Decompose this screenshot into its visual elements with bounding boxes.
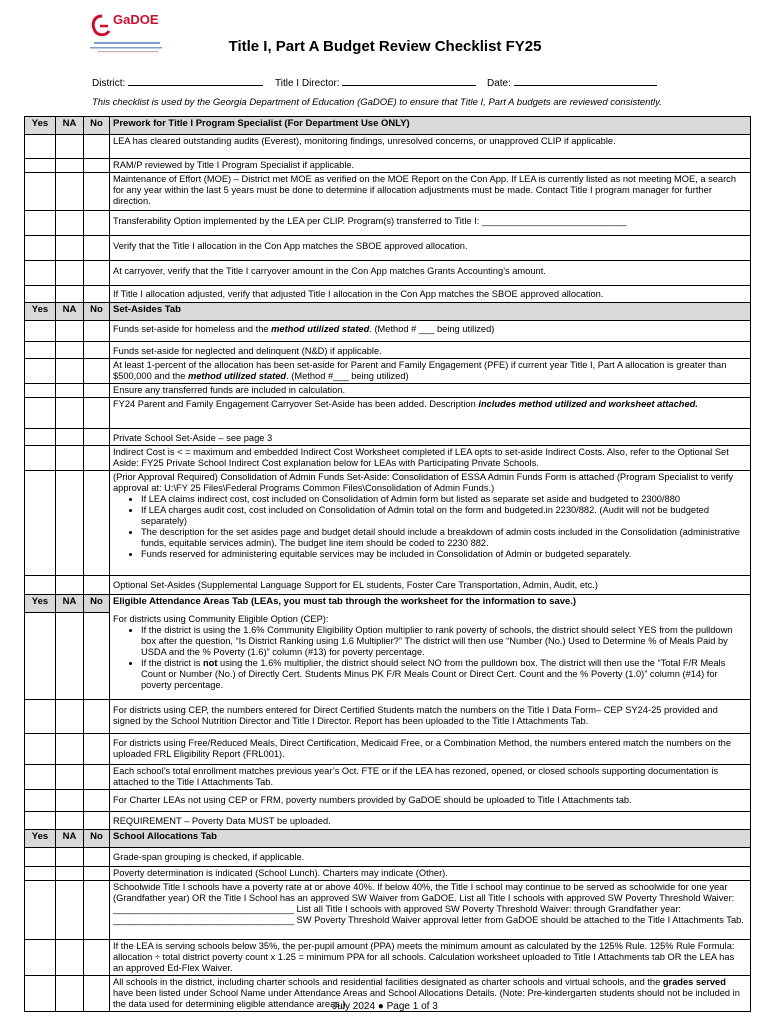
no-cell[interactable] xyxy=(84,429,110,446)
no-cell[interactable] xyxy=(84,236,110,261)
item-text: Transferability Option implemented by the LEA per CLIP. Program(s) transferred to Title I: ____________________________ xyxy=(110,211,751,236)
no-cell[interactable] xyxy=(84,359,110,384)
col-yes: Yes xyxy=(25,829,56,847)
item-text: Funds set-aside for neglected and delinquent (N&D) if applicable. xyxy=(110,342,751,359)
no-cell[interactable] xyxy=(84,613,110,700)
item-text: If Title I allocation adjusted, verify that adjusted Title I allocation in the Con App matches the SBOE approved allocation. xyxy=(110,286,751,303)
table-row xyxy=(25,866,751,880)
director-field[interactable] xyxy=(275,76,476,89)
district-field[interactable] xyxy=(92,76,263,89)
item-text xyxy=(110,471,751,576)
item-text: For Charter LEAs not using CEP or FRM, poverty numbers provided by GaDOE should be uploaded to Title I Attachments tab. xyxy=(110,789,751,811)
col-na: NA xyxy=(56,595,84,613)
no-cell[interactable] xyxy=(84,342,110,359)
section-header xyxy=(25,829,751,847)
yes-cell[interactable] xyxy=(25,236,56,261)
page-title: Title I, Part A Budget Review Checklist FY25 xyxy=(228,38,542,55)
yes-cell[interactable] xyxy=(25,359,56,384)
director-blank[interactable] xyxy=(342,76,476,86)
yes-cell[interactable] xyxy=(25,613,56,700)
text-emphasis: not xyxy=(203,657,218,668)
no-cell[interactable] xyxy=(84,446,110,471)
table-row xyxy=(25,384,751,398)
yes-cell[interactable] xyxy=(25,789,56,811)
na-cell[interactable] xyxy=(56,211,84,236)
item-text: RAM/P reviewed by Title I Program Specialist if applicable. xyxy=(110,159,751,173)
no-cell[interactable] xyxy=(84,398,110,429)
yes-cell[interactable] xyxy=(25,286,56,303)
yes-cell[interactable] xyxy=(25,211,56,236)
text-emphasis: grades served xyxy=(662,976,726,987)
item-text xyxy=(110,321,751,342)
date-label: Date: xyxy=(487,78,511,89)
yes-cell[interactable] xyxy=(25,939,56,975)
item-text: For districts using CEP, the numbers entered for Direct Certified Students match the numbers on the Title I Data Form– CEP SY24-25 provided and signed by the School Nutrition Director and Title I Director. Report has been uploaded to the Title I Attachments Tab. xyxy=(110,699,751,733)
yes-cell[interactable] xyxy=(25,733,56,764)
na-cell[interactable] xyxy=(56,236,84,261)
table-row xyxy=(25,236,751,261)
text-part: All schools in the district, including charter schools and residential facilities designated as charter schools and virtual schools, and the xyxy=(113,976,663,987)
na-cell[interactable] xyxy=(56,847,84,866)
item-text: Each school’s total enrollment matches previous year’s Oct. FTE or if the LEA has rezoned, opened, or closed schools supporting documentation is attached to the Title I Attachments Tab. xyxy=(110,764,751,789)
text-emphasis: method utilized stated xyxy=(271,324,370,334)
yes-cell[interactable] xyxy=(25,880,56,939)
text-part: have been listed under School Name under Attendance Areas and School Allocations Details. (Note: Pre-kindergarten students should not be included in the data used for determining eligible attendance areas.) xyxy=(113,987,740,1009)
na-cell[interactable] xyxy=(56,576,84,595)
table-row xyxy=(25,359,751,384)
na-cell[interactable] xyxy=(56,880,84,939)
logo-text: GaDOE xyxy=(113,12,159,27)
table-row xyxy=(25,286,751,303)
col-no: No xyxy=(84,829,110,847)
table-row xyxy=(25,342,751,359)
yes-cell[interactable] xyxy=(25,471,56,576)
item-text xyxy=(110,613,751,700)
table-row xyxy=(25,939,751,975)
yes-cell[interactable] xyxy=(25,135,56,159)
item-text: At carryover, verify that the Title I carryover amount in the Con App matches Grants Accounting’s amount. xyxy=(110,261,751,286)
page-footer: July 2024 ● Page 1 of 3 xyxy=(332,1001,438,1012)
list-item: • If the district is using the 1.6% Community Eligibility Option multiplier to rank poverty of schools, the district should select YES from the pulldown box after the question, “Is District Ranking using 1.6 Multiplier?” The district will then use “Number (No.) Used to Determine % of Meals Paid by USDA and the % Poverty (1.6)” column (#13) for poverty percentage. xyxy=(141,625,747,658)
date-blank[interactable] xyxy=(514,76,657,86)
table-row xyxy=(25,764,751,789)
table-row xyxy=(25,211,751,236)
text-part: FY24 Parent and Family Engagement Carryover Set-Aside has been added. Description xyxy=(113,399,479,409)
section-title: School Allocations Tab xyxy=(110,829,751,847)
director-label: Title I Director: xyxy=(275,78,340,89)
na-cell[interactable] xyxy=(56,342,84,359)
no-cell[interactable] xyxy=(84,866,110,880)
item-text: Schoolwide Title I schools have a poverty rate at or above 40%. If below 40%, the Title I school may continue to be served as schoolwide for one year (Grandfather year) OR the Title I School has an approved SW Waiver from GaDOE. List all Title I schools with approved SW Poverty Threshold Waiver: ___________________________________ List all Title I schools with approved SW Poverty Threshold Waiver: through Grandfather year: ___________________________________ SW Poverty Threshold Waiver approval letter from GaDOE should be attached to the Title I Attachments Tab. xyxy=(110,880,751,939)
na-cell[interactable] xyxy=(56,159,84,173)
yes-cell[interactable] xyxy=(25,446,56,471)
district-label: District: xyxy=(92,78,126,89)
date-field[interactable] xyxy=(487,76,657,89)
admin-consolidation-text: (Prior Approval Required) Consolidation of Admin Funds Set-Aside: Consolidation of ESSA Admin Funds Form is attached (Program Specialist to verify approval at: U:\FY 25 Files\Federal Programs Common Files\Consolidation of Admin Funds.) xyxy=(113,472,734,493)
col-na: NA xyxy=(56,303,84,321)
item-text: Maintenance of Effort (MOE) – District met MOE as verified on the MOE Report on the Con App. If LEA is currently listed as not meeting MOE, a search for any year within the last 5 years must be done to determine if allocation adjustments must be made. Contact Title I program manager for further direction. xyxy=(110,173,751,211)
yes-cell[interactable] xyxy=(25,576,56,595)
bullet-list xyxy=(113,494,747,560)
na-cell[interactable] xyxy=(56,359,84,384)
yes-cell[interactable] xyxy=(25,811,56,829)
col-yes: Yes xyxy=(25,117,56,135)
text-emphasis: includes method utilized and worksheet attached. xyxy=(478,399,698,409)
na-cell[interactable] xyxy=(56,789,84,811)
no-cell[interactable] xyxy=(84,764,110,789)
item-text xyxy=(110,359,751,384)
item-text: Poverty determination is indicated (School Lunch). Charters may indicate (Other). xyxy=(110,866,751,880)
na-cell[interactable] xyxy=(56,429,84,446)
no-cell[interactable] xyxy=(84,847,110,866)
table-row xyxy=(25,811,751,829)
table-row xyxy=(25,398,751,429)
text-part: . (Method # ___ being utilized) xyxy=(369,324,495,334)
cep-intro: For districts using Community Eligible Option (CEP): xyxy=(113,613,329,624)
no-cell[interactable] xyxy=(84,135,110,159)
yes-cell[interactable] xyxy=(25,159,56,173)
item-text: Private School Set-Aside – see page 3 xyxy=(110,429,751,446)
text-emphasis: method utilized stated xyxy=(187,371,287,381)
list-item: • Funds reserved for administering equitable services may be included in Consolidation of Admin or budgeted separately. xyxy=(141,549,747,560)
na-cell[interactable] xyxy=(56,398,84,429)
table-row xyxy=(25,135,751,159)
yes-cell[interactable] xyxy=(25,384,56,398)
col-no: No xyxy=(84,303,110,321)
yes-cell[interactable] xyxy=(25,261,56,286)
na-cell[interactable] xyxy=(56,699,84,733)
na-cell[interactable] xyxy=(56,261,84,286)
list-item: • If LEA charges audit cost, cost included on Consolidation of Admin total on the form and budgeted.in 2230/882. (Audit will not be budgeted separately) xyxy=(141,505,747,527)
no-cell[interactable] xyxy=(84,211,110,236)
table-row xyxy=(25,173,751,211)
list-item: • The description for the set asides page and budget detail should include a breakdown of admin costs included in the Consolidation (administrative funds, equitable services admin). The budget line item should be coded to 2230 882. xyxy=(141,527,747,549)
item-text: Optional Set-Asides (Supplemental Language Support for EL students, Foster Care Transportation, Admin, Audit, etc.) xyxy=(110,576,751,595)
text-part: Funds set-aside for homeless and the xyxy=(113,324,272,334)
yes-cell[interactable] xyxy=(25,764,56,789)
no-cell[interactable] xyxy=(84,939,110,975)
yes-cell[interactable] xyxy=(25,173,56,211)
na-cell[interactable] xyxy=(56,173,84,211)
no-cell[interactable] xyxy=(84,576,110,595)
checklist-table xyxy=(24,116,751,1012)
col-yes: Yes xyxy=(25,595,56,613)
item-text: Grade-span grouping is checked, if applicable. xyxy=(110,847,751,866)
yes-cell[interactable] xyxy=(25,321,56,342)
na-cell[interactable] xyxy=(56,764,84,789)
table-row xyxy=(25,613,751,700)
section-header xyxy=(25,595,751,613)
item-text xyxy=(110,398,751,429)
no-cell[interactable] xyxy=(84,321,110,342)
na-cell[interactable] xyxy=(56,384,84,398)
no-cell[interactable] xyxy=(84,811,110,829)
text-part: . (Method #___ being utilized) xyxy=(286,371,409,381)
no-cell[interactable] xyxy=(84,286,110,303)
table-row xyxy=(25,576,751,595)
table-row xyxy=(25,159,751,173)
item-text: LEA has cleared outstanding audits (Everest), monitoring findings, unresolved concerns, or unapproved CLIP if applicable. xyxy=(110,135,751,159)
yes-cell[interactable] xyxy=(25,866,56,880)
col-na: NA xyxy=(56,829,84,847)
na-cell[interactable] xyxy=(56,321,84,342)
section-title-text: Eligible Attendance Areas Tab (LEAs, you must tab through the worksheet for the information to save.) xyxy=(113,596,577,607)
na-cell[interactable] xyxy=(56,286,84,303)
no-cell[interactable] xyxy=(84,733,110,764)
na-cell[interactable] xyxy=(56,733,84,764)
yes-cell[interactable] xyxy=(25,342,56,359)
item-text: Ensure any transferred funds are included in calculation. xyxy=(110,384,751,398)
list-item: • If LEA claims indirect cost, cost included on Consolidation of Admin form but listed as separate set aside and budgeted to 2300/880 xyxy=(141,494,747,505)
na-cell[interactable] xyxy=(56,866,84,880)
item-text: If the LEA is serving schools below 35%, the per-pupil amount (PPA) meets the minimum amount as calculated by the 125% Rule. 125% Rule Formula: allocation ÷ total district poverty count x 1.25 = minimum PPA for all schools. Calculation worksheet uploaded to Title I Attachments tab OR the LEA has an approved Ed-Flex Waiver. xyxy=(110,939,751,975)
no-cell[interactable] xyxy=(84,789,110,811)
yes-cell[interactable] xyxy=(25,847,56,866)
no-cell[interactable] xyxy=(84,699,110,733)
text-part: At least 1-percent of the allocation has been set-aside for Parent and Family Engagement (PFE) if current year Title I, Part A allocation is greater than $500,000 and the xyxy=(113,360,727,381)
no-cell[interactable] xyxy=(84,384,110,398)
col-na: NA xyxy=(56,117,84,135)
yes-cell[interactable] xyxy=(25,699,56,733)
list-item xyxy=(141,658,747,691)
table-row xyxy=(25,699,751,733)
na-cell[interactable] xyxy=(56,135,84,159)
no-cell[interactable] xyxy=(84,159,110,173)
item-text: REQUIREMENT – Poverty Data MUST be uploaded. xyxy=(110,811,751,829)
district-blank[interactable] xyxy=(128,76,263,86)
table-row xyxy=(25,261,751,286)
table-row xyxy=(25,429,751,446)
section-title: Prework for Title I Program Specialist (For Department Use ONLY) xyxy=(110,117,751,135)
no-cell[interactable] xyxy=(84,261,110,286)
no-cell[interactable] xyxy=(84,471,110,576)
item-text: For districts using Free/Reduced Meals, Direct Certification, Medicaid Free, or a Combination Method, the numbers entered match the numbers on the uploaded FRL Eligibility Report (FRL001). xyxy=(110,733,751,764)
na-cell[interactable] xyxy=(56,446,84,471)
col-yes: Yes xyxy=(25,303,56,321)
yes-cell[interactable] xyxy=(25,429,56,446)
intro-text: This checklist is used by the Georgia Department of Education (GaDOE) to ensure that Title I, Part A budgets are reviewed consistently. xyxy=(92,97,662,108)
section-title: Set-Asides Tab xyxy=(110,303,751,321)
table-row xyxy=(25,321,751,342)
na-cell[interactable] xyxy=(56,811,84,829)
table-row xyxy=(25,446,751,471)
na-cell[interactable] xyxy=(56,939,84,975)
yes-cell[interactable] xyxy=(25,398,56,429)
table-row xyxy=(25,847,751,866)
text-part: using the 1.6% multiplier, the district should select NO from the pulldown box. The district will then use the “Total F/R Meals Count or Number (No.) of Directly Cert. Students Minus PK F/R Meals Count or Direct Cert. Count and the % Poverty (1.0)” column (#14) for poverty percentage. xyxy=(141,657,726,690)
bullet-list xyxy=(113,625,747,691)
item-text: Verify that the Title I allocation in the Con App matches the SBOE approved allocation. xyxy=(110,236,751,261)
section-header xyxy=(25,117,751,135)
na-cell[interactable] xyxy=(56,471,84,576)
table-row xyxy=(25,880,751,939)
no-cell[interactable] xyxy=(84,173,110,211)
section-header xyxy=(25,303,751,321)
table-row xyxy=(25,471,751,576)
table-row xyxy=(25,733,751,764)
col-no: No xyxy=(84,117,110,135)
table-row xyxy=(25,789,751,811)
na-cell[interactable] xyxy=(56,613,84,700)
text-part: If the district is xyxy=(141,657,203,668)
col-no: No xyxy=(84,595,110,613)
no-cell[interactable] xyxy=(84,880,110,939)
section-title xyxy=(110,595,751,613)
item-text: Indirect Cost is < = maximum and embedded Indirect Cost Worksheet completed if LEA opts to set-aside Indirect Costs. Also, refer to the Optional Set Aside: FY25 Private School Indirect Cost explanation below for LEAs with Participating Private Schools. xyxy=(110,446,751,471)
